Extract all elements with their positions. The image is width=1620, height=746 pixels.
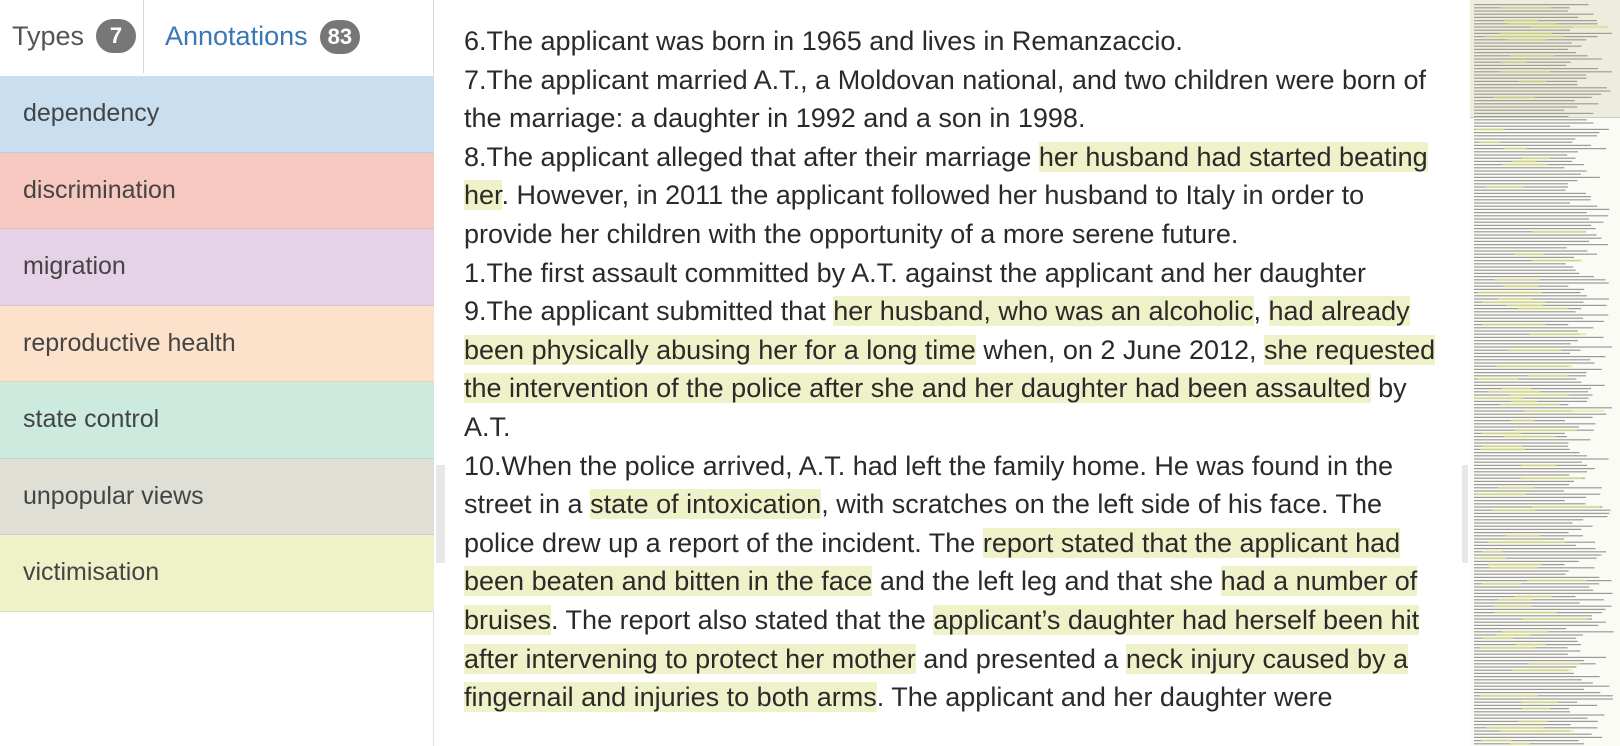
minimap-highlight xyxy=(1500,730,1574,732)
minimap-line xyxy=(1474,385,1605,386)
annotation-highlight[interactable]: report stated that the applicant had been beaten and bitten in the face xyxy=(464,527,1401,597)
minimap-highlight xyxy=(1489,391,1540,393)
minimap-line xyxy=(1474,714,1604,715)
minimap-highlight xyxy=(1475,128,1504,130)
minimap-line xyxy=(1474,718,1588,719)
panel-resize-handle[interactable] xyxy=(436,465,445,563)
minimap-line xyxy=(1474,666,1576,667)
minimap-highlight xyxy=(1521,157,1549,159)
minimap-line xyxy=(1474,279,1606,280)
minimap-line xyxy=(1474,244,1608,245)
minimap-highlight xyxy=(1478,291,1542,293)
minimap-line xyxy=(1474,257,1574,258)
text-segment: , xyxy=(1253,296,1269,327)
minimap-line xyxy=(1474,590,1593,591)
minimap-line xyxy=(1474,462,1582,463)
minimap-line xyxy=(1474,737,1602,738)
text-segment: 1.The first assault committed by A.T. against the applicant and her daughter xyxy=(464,257,1367,288)
minimap-line xyxy=(1474,266,1573,267)
minimap-line xyxy=(1474,625,1598,626)
minimap-highlight xyxy=(1532,506,1600,508)
minimap-resize-handle[interactable] xyxy=(1462,465,1468,563)
minimap-line xyxy=(1474,298,1609,299)
minimap-highlight xyxy=(1532,259,1583,261)
tab-types-label: Types xyxy=(12,20,85,51)
minimap-line xyxy=(1474,276,1594,277)
minimap-line xyxy=(1474,586,1589,587)
minimap-highlight xyxy=(1521,701,1558,703)
minimap-line xyxy=(1474,202,1570,203)
document-paragraph xyxy=(464,447,1454,717)
minimap-line xyxy=(1474,545,1576,546)
minimap-line xyxy=(1474,426,1579,427)
minimap-line xyxy=(1474,270,1576,271)
types-count-badge: 7 xyxy=(96,19,136,53)
minimap-line xyxy=(1474,154,1567,155)
minimap-line xyxy=(1474,692,1600,693)
minimap-line xyxy=(1474,263,1566,264)
minimap-line xyxy=(1474,734,1592,735)
minimap-line xyxy=(1474,343,1571,344)
minimap-line xyxy=(1474,167,1564,168)
minimap-line xyxy=(1474,554,1601,555)
minimap-line xyxy=(1474,474,1569,475)
minimap-line xyxy=(1474,273,1579,274)
minimap-line xyxy=(1474,145,1591,146)
minimap-line xyxy=(1474,414,1606,415)
minimap-highlight xyxy=(1488,563,1542,565)
type-item-reproductive-health[interactable] xyxy=(0,306,434,383)
minimap-line xyxy=(1474,337,1604,338)
minimap-line xyxy=(1474,570,1569,571)
minimap-line xyxy=(1474,679,1582,680)
minimap-highlight xyxy=(1504,147,1527,149)
minimap-line xyxy=(1474,516,1607,517)
minimap-line xyxy=(1474,503,1585,504)
minimap-line xyxy=(1474,359,1590,360)
minimap-line xyxy=(1474,686,1609,687)
minimap-line xyxy=(1474,126,1570,127)
text-segment: 8.The applicant alleged that after their marriage xyxy=(464,141,1039,172)
minimap-highlight xyxy=(1529,663,1581,665)
minimap-line xyxy=(1474,458,1609,459)
minimap-highlight xyxy=(1480,695,1538,697)
minimap-line xyxy=(1474,452,1580,453)
annotation-highlight[interactable]: her husband, who was an alcoholic xyxy=(833,296,1254,327)
minimap-highlight xyxy=(1515,643,1546,645)
text-segment: by A.T. xyxy=(464,373,1407,442)
text-segment: . However, in 2011 the applicant followed her husband to Italy in order to provide her children with the opportunity of a more serene future. xyxy=(464,180,1365,249)
minimap-line xyxy=(1474,177,1600,178)
minimap-line xyxy=(1474,190,1565,191)
minimap-line xyxy=(1474,215,1608,216)
minimap-highlight xyxy=(1481,739,1512,741)
minimap-highlight xyxy=(1489,567,1537,569)
minimap-line xyxy=(1474,654,1568,655)
minimap-line xyxy=(1474,362,1595,363)
minimap-highlight xyxy=(1480,448,1525,450)
minimap-highlight xyxy=(1521,477,1583,479)
minimap-line xyxy=(1474,490,1564,491)
type-item-label: state control xyxy=(23,405,160,434)
minimap-highlight xyxy=(1507,349,1561,351)
text-segment: 9.The applicant submitted that xyxy=(464,296,834,327)
minimap-line xyxy=(1474,209,1609,210)
minimap-highlight xyxy=(1527,375,1568,377)
minimap-highlight xyxy=(1502,631,1548,633)
minimap-line xyxy=(1474,609,1605,610)
minimap-line xyxy=(1474,132,1599,133)
minimap-highlight xyxy=(1505,535,1539,537)
minimap-highlight xyxy=(1514,595,1552,597)
minimap-highlight xyxy=(1504,435,1556,437)
minimap-line xyxy=(1474,622,1606,623)
minimap-line xyxy=(1474,657,1606,658)
minimap-line xyxy=(1474,628,1566,629)
document-paragraph xyxy=(464,138,1454,254)
minimap-highlight xyxy=(1497,365,1572,367)
minimap-line xyxy=(1474,660,1584,661)
minimap-line xyxy=(1474,138,1575,139)
minimap-line xyxy=(1474,135,1597,136)
minimap-highlight xyxy=(1511,160,1536,162)
type-item-label: victimisation xyxy=(23,558,160,587)
type-item-label: migration xyxy=(23,252,126,281)
minimap-line xyxy=(1474,529,1581,530)
document-paragraph xyxy=(464,254,1454,293)
text-segment: and the left leg and that she xyxy=(872,566,1221,597)
minimap-line xyxy=(1474,183,1568,184)
text-segment: 10.When the police arrived, A.T. had left the family home. He was found in the street in a xyxy=(464,450,1394,520)
minimap-highlight xyxy=(1512,669,1571,671)
minimap-highlight xyxy=(1498,298,1531,300)
minimap-highlight xyxy=(1518,307,1568,309)
minimap-line xyxy=(1474,673,1574,674)
minimap-line xyxy=(1474,122,1593,123)
minimap-highlight xyxy=(1493,605,1532,607)
minimap-highlight xyxy=(1503,163,1548,165)
annotation-highlight[interactable]: had already been physically abusing her for a long time xyxy=(464,296,1410,365)
minimap-highlight xyxy=(1503,285,1538,287)
document-text xyxy=(464,22,1454,717)
annotation-highlight[interactable]: neck injury caused by a fingernail and injuries to both arms xyxy=(464,643,1409,713)
minimap-line xyxy=(1474,439,1590,440)
minimap-highlight xyxy=(1492,509,1535,511)
minimap-line xyxy=(1474,561,1579,562)
minimap-highlight xyxy=(1532,231,1585,233)
minimap-highlight xyxy=(1476,493,1526,495)
document-paragraph xyxy=(464,292,1454,446)
minimap-line xyxy=(1474,314,1608,315)
minimap-highlight xyxy=(1480,647,1535,649)
minimap-line xyxy=(1474,282,1609,283)
minimap-line xyxy=(1474,650,1580,651)
minimap-line xyxy=(1474,119,1587,120)
type-item-label: unpopular views xyxy=(23,481,204,510)
minimap-line xyxy=(1474,311,1575,312)
minimap-line xyxy=(1474,382,1581,383)
minimap-line xyxy=(1474,193,1586,194)
minimap-line xyxy=(1474,228,1596,229)
minimap-line xyxy=(1474,487,1602,488)
text-segment: and presented a xyxy=(915,643,1126,674)
minimap-line xyxy=(1474,602,1580,603)
minimap-line xyxy=(1474,513,1609,514)
minimap-line xyxy=(1474,170,1587,171)
minimap-highlight xyxy=(1511,400,1537,402)
minimap-line xyxy=(1474,484,1569,485)
minimap-highlight xyxy=(1496,634,1531,636)
minimap-line xyxy=(1474,196,1591,197)
type-item-dependency[interactable] xyxy=(0,76,434,153)
types-panel xyxy=(0,0,434,746)
minimap-line xyxy=(1474,455,1587,456)
minimap-highlight xyxy=(1515,253,1545,255)
annotation-highlight[interactable]: applicant’s daughter had herself been hit after intervening to protect her mother xyxy=(464,604,1420,674)
minimap-line xyxy=(1474,711,1570,712)
minimap-line xyxy=(1474,321,1604,322)
text-segment: . The applicant and her daughter were xyxy=(876,682,1333,713)
minimap-line xyxy=(1474,682,1593,683)
annotation-highlight[interactable]: had a number of bruises xyxy=(464,566,1418,635)
minimap-line xyxy=(1474,532,1569,533)
tab-types[interactable] xyxy=(0,0,143,72)
type-item-discrimination[interactable] xyxy=(0,153,434,230)
minimap-line xyxy=(1474,241,1589,242)
type-item-label: dependency xyxy=(23,99,160,128)
types-list xyxy=(0,76,434,612)
minimap-highlight xyxy=(1524,410,1604,412)
minimap-highlight xyxy=(1483,637,1513,639)
minimap-line xyxy=(1474,369,1602,370)
minimap-highlight xyxy=(1495,279,1540,281)
minimap-line xyxy=(1474,327,1593,328)
minimap-line xyxy=(1474,423,1596,424)
minimap-highlight xyxy=(1482,301,1546,303)
text-segment: , with scratches on the left side of his face. The police drew up a report of the incident. The xyxy=(464,489,1382,558)
minimap-line xyxy=(1474,724,1571,725)
panel-tabs xyxy=(0,0,434,72)
minimap-line xyxy=(1474,407,1612,408)
minimap-line xyxy=(1474,340,1578,341)
minimap-line xyxy=(1474,705,1597,706)
minimap-line xyxy=(1474,206,1597,207)
type-item-state-control[interactable] xyxy=(0,382,434,459)
minimap-line xyxy=(1474,577,1599,578)
minimap-line xyxy=(1474,346,1612,347)
minimap-line xyxy=(1474,180,1577,181)
minimap-highlight xyxy=(1475,557,1506,559)
minimap-line xyxy=(1474,500,1565,501)
minimap-line xyxy=(1474,522,1573,523)
minimap-line xyxy=(1474,708,1569,709)
minimap-line xyxy=(1474,574,1565,575)
minimap-line xyxy=(1474,538,1564,539)
minimap-highlight xyxy=(1481,432,1521,434)
minimap-line xyxy=(1474,641,1578,642)
minimap-line xyxy=(1474,526,1593,527)
document-paragraph xyxy=(464,61,1454,138)
minimap-line xyxy=(1474,199,1590,200)
minimap-line xyxy=(1474,353,1570,354)
minimap-line xyxy=(1474,548,1596,549)
type-item-unpopular-views[interactable] xyxy=(0,459,434,536)
minimap-line xyxy=(1474,247,1567,248)
annotation-highlight[interactable]: she requested the intervention of the police after she and her daughter had been assaulted xyxy=(464,334,1436,404)
minimap-highlight xyxy=(1483,445,1523,447)
minimap-highlight xyxy=(1485,186,1523,188)
text-segment: . The report also stated that the xyxy=(551,604,934,635)
minimap-line xyxy=(1474,174,1581,175)
minimap-line xyxy=(1474,222,1603,223)
minimap-line xyxy=(1474,615,1592,616)
minimap-line xyxy=(1474,519,1583,520)
minimap-highlight xyxy=(1522,707,1550,709)
minimap-highlight xyxy=(1509,394,1569,396)
minimap-line xyxy=(1474,417,1593,418)
annotation-highlight[interactable]: state of intoxication xyxy=(590,489,822,520)
minimap-line xyxy=(1474,497,1586,498)
minimap-highlight xyxy=(1506,304,1543,306)
minimap-highlight xyxy=(1482,323,1545,325)
text-segment: 6.The applicant was born in 1965 and lives in Remanzaccio. xyxy=(464,26,1183,56)
minimap-highlight xyxy=(1479,141,1500,143)
annotations-count-badge: 83 xyxy=(320,20,360,54)
minimap-highlight xyxy=(1498,487,1535,489)
minimap-line xyxy=(1474,151,1578,152)
minimap-line xyxy=(1474,599,1604,600)
minimap-line xyxy=(1474,468,1595,469)
minimap-line xyxy=(1474,238,1602,239)
minimap-line xyxy=(1474,295,1587,296)
minimap-highlight xyxy=(1488,541,1565,543)
minimap-highlight xyxy=(1497,599,1532,601)
minimap-highlight xyxy=(1482,583,1522,585)
document-paragraph xyxy=(464,22,1454,61)
minimap-line xyxy=(1474,442,1568,443)
text-segment: when, on 2 June 2012, xyxy=(975,334,1265,365)
minimap-line xyxy=(1474,372,1586,373)
minimap-highlight xyxy=(1529,333,1586,335)
minimap-highlight xyxy=(1523,618,1588,620)
minimap-highlight xyxy=(1482,551,1503,553)
minimap-line xyxy=(1474,289,1584,290)
minimap-line xyxy=(1474,148,1606,149)
minimap-highlight xyxy=(1474,397,1523,399)
minimap-line xyxy=(1474,330,1578,331)
type-item-label: reproductive health xyxy=(23,328,236,357)
minimap-highlight xyxy=(1515,429,1577,431)
minimap-line xyxy=(1474,212,1587,213)
minimap-highlight xyxy=(1511,419,1535,421)
minimap-viewport[interactable] xyxy=(1470,0,1620,118)
minimap-highlight xyxy=(1521,464,1556,466)
type-item-label: discrimination xyxy=(23,175,176,204)
minimap-line xyxy=(1474,234,1597,235)
type-item-migration[interactable] xyxy=(0,229,434,306)
minimap-highlight xyxy=(1495,611,1557,613)
minimap-line xyxy=(1474,593,1612,594)
minimap-highlight xyxy=(1527,579,1587,581)
minimap-line xyxy=(1474,218,1589,219)
minimap-line xyxy=(1474,481,1574,482)
minimap-line xyxy=(1474,250,1587,251)
minimap-line xyxy=(1474,356,1605,357)
minimap-highlight xyxy=(1500,403,1560,405)
minimap-line xyxy=(1474,689,1584,690)
minimap-line xyxy=(1474,471,1587,472)
minimap-highlight xyxy=(1509,743,1529,745)
minimap-highlight xyxy=(1477,378,1518,380)
minimap-line xyxy=(1474,698,1613,699)
tab-annotations[interactable] xyxy=(143,0,434,73)
type-item-victimisation[interactable] xyxy=(0,535,434,612)
minimap-line xyxy=(1474,318,1583,319)
minimap-line xyxy=(1474,388,1591,389)
minimap-highlight xyxy=(1502,387,1531,389)
minimap-highlight xyxy=(1486,727,1543,729)
tab-annotations-label: Annotations xyxy=(165,21,308,51)
minimap-line xyxy=(1474,225,1591,226)
minimap-line xyxy=(1474,676,1600,677)
text-segment: 7.The applicant married A.T., a Moldovan national, and two children were born of the marriage: a daughter in 1992 and a son in 1998. xyxy=(464,64,1427,134)
minimap-highlight xyxy=(1518,720,1548,722)
annotation-highlight[interactable]: her husband had started beating her xyxy=(464,141,1428,211)
